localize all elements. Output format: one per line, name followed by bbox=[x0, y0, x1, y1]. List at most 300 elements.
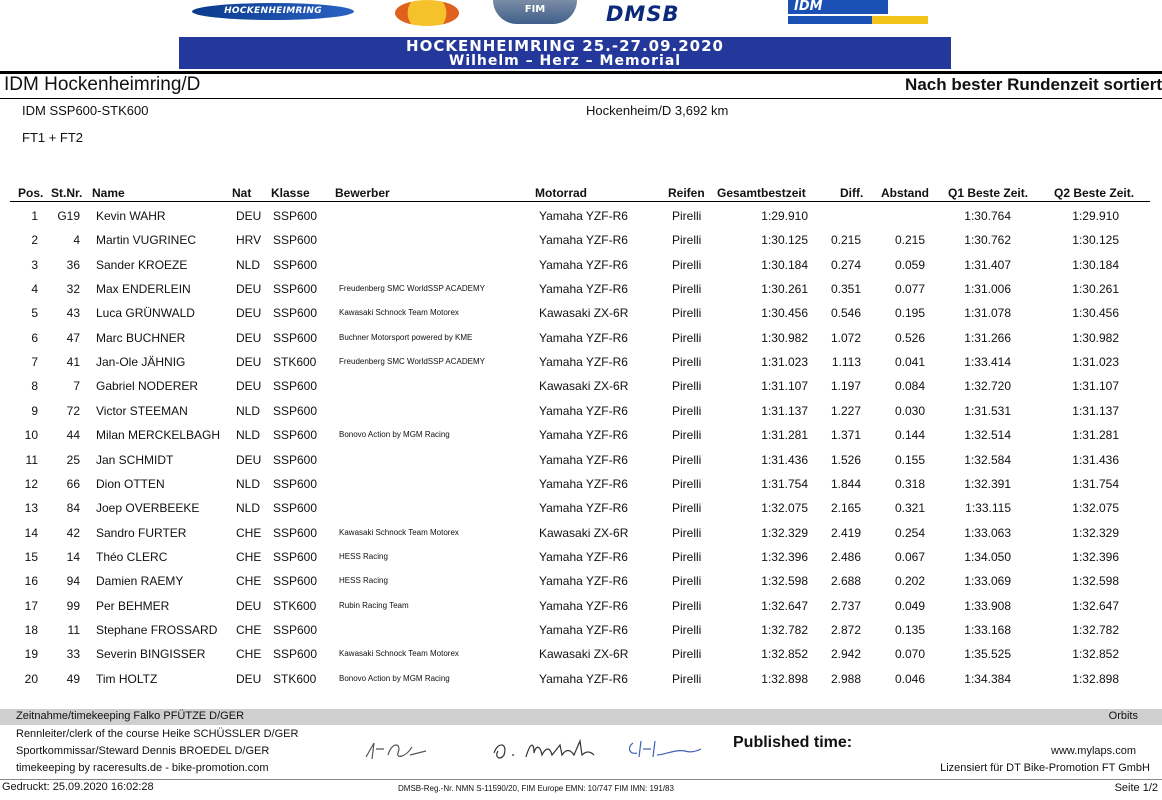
idm-logo-text: IDM bbox=[788, 0, 888, 14]
table-row bbox=[0, 374, 1162, 398]
cell-diff: 1.072 bbox=[830, 330, 861, 345]
cell-pos: 5 bbox=[31, 306, 38, 321]
cell-nat: CHE bbox=[236, 525, 262, 540]
cell-gap: 0.084 bbox=[894, 379, 925, 394]
cell-q2: 1:30.982 bbox=[1072, 330, 1119, 345]
cell-motorrad: Yamaha YZF-R6 bbox=[539, 257, 628, 272]
cell-gap: 0.135 bbox=[894, 622, 925, 637]
cell-q2: 1:31.107 bbox=[1072, 379, 1119, 394]
col-motorrad: Motorrad bbox=[535, 186, 587, 200]
cell-motorrad: Yamaha YZF-R6 bbox=[539, 622, 628, 637]
cell-diff: 2.872 bbox=[830, 622, 861, 637]
cell-klasse: SSP600 bbox=[273, 574, 318, 589]
cell-reifen: Pirelli bbox=[672, 282, 702, 297]
cell-klasse: SSP600 bbox=[273, 476, 318, 491]
cell-name: Max ENDERLEIN bbox=[96, 282, 191, 297]
cell-motorrad: Yamaha YZF-R6 bbox=[539, 671, 628, 686]
cell-q1: 1:34.384 bbox=[964, 671, 1011, 686]
table-row bbox=[0, 228, 1162, 252]
cell-diff: 1.227 bbox=[830, 403, 861, 418]
cell-pos: 14 bbox=[24, 525, 38, 540]
cell-q2: 1:32.898 bbox=[1072, 671, 1119, 686]
cell-bewerber: HESS Racing bbox=[339, 551, 388, 561]
cell-best: 1:30.982 bbox=[761, 330, 808, 345]
cell-best: 1:32.782 bbox=[761, 622, 808, 637]
cell-q1: 1:33.069 bbox=[964, 574, 1011, 589]
cell-nat: CHE bbox=[236, 622, 262, 637]
cell-gap: 0.195 bbox=[894, 306, 925, 321]
class-name: IDM SSP600-STK600 bbox=[22, 103, 149, 118]
cell-bewerber: Freudenberg SMC WorldSSP ACADEMY bbox=[339, 357, 485, 367]
col-abstand: Abstand bbox=[881, 186, 929, 200]
cell-gap: 0.030 bbox=[894, 403, 925, 418]
cell-q2: 1:31.023 bbox=[1072, 355, 1119, 370]
cell-name: Victor STEEMAN bbox=[96, 403, 188, 418]
cell-q2: 1:31.436 bbox=[1072, 452, 1119, 467]
session-name: FT1 + FT2 bbox=[22, 130, 84, 145]
cell-name: Sandro FURTER bbox=[96, 525, 187, 540]
cell-q1: 1:32.720 bbox=[964, 379, 1011, 394]
cell-klasse: SSP600 bbox=[273, 622, 318, 637]
cell-best: 1:30.456 bbox=[761, 306, 808, 321]
cell-q2: 1:32.329 bbox=[1072, 525, 1119, 540]
cell-gap: 0.215 bbox=[894, 233, 925, 248]
cell-pos: 13 bbox=[24, 501, 38, 516]
cell-nr: 11 bbox=[67, 622, 80, 637]
cell-reifen: Pirelli bbox=[672, 379, 702, 394]
cell-q1: 1:30.764 bbox=[964, 209, 1011, 223]
cell-best: 1:30.261 bbox=[761, 282, 808, 297]
cell-klasse: SSP600 bbox=[273, 233, 318, 248]
cell-name: Milan MERCKELBAGH bbox=[96, 428, 221, 443]
cell-reifen: Pirelli bbox=[672, 622, 702, 637]
cell-diff: 1.844 bbox=[830, 476, 861, 491]
cell-q1: 1:33.414 bbox=[964, 355, 1011, 370]
cell-gap: 0.321 bbox=[894, 501, 925, 516]
col-diff: Diff. bbox=[840, 186, 864, 200]
event-title: IDM Hockenheimring/D bbox=[4, 74, 201, 95]
cell-q1: 1:34.050 bbox=[964, 549, 1011, 564]
cell-pos: 8 bbox=[31, 379, 38, 394]
cell-name: Jan-Ole JÄHNIG bbox=[96, 355, 186, 370]
cell-nr: 32 bbox=[66, 282, 80, 297]
cell-gap: 0.202 bbox=[894, 574, 925, 589]
cell-q1: 1:31.078 bbox=[964, 306, 1011, 321]
cell-q1: 1:33.063 bbox=[964, 525, 1011, 540]
cell-q1: 1:33.168 bbox=[964, 622, 1011, 637]
cell-pos: 19 bbox=[24, 647, 38, 662]
cell-q1: 1:32.584 bbox=[964, 452, 1011, 467]
cell-diff: 2.942 bbox=[830, 647, 861, 662]
cell-q1: 1:32.514 bbox=[964, 428, 1011, 443]
cell-nr: 44 bbox=[66, 428, 80, 443]
event-banner bbox=[179, 37, 951, 69]
cell-bewerber: Bonovo Action by MGM Racing bbox=[339, 673, 450, 683]
adac-logo bbox=[395, 0, 459, 26]
cell-klasse: SSP600 bbox=[273, 403, 318, 418]
cell-nr: 84 bbox=[66, 501, 80, 516]
cell-q1: 1:30.762 bbox=[964, 233, 1011, 248]
cell-nr: 66 bbox=[66, 476, 80, 491]
cell-nat: CHE bbox=[236, 647, 262, 662]
cell-nr: 41 bbox=[66, 355, 80, 370]
cell-bewerber: Rubin Racing Team bbox=[339, 600, 409, 610]
cell-diff: 1.197 bbox=[830, 379, 861, 394]
cell-nr: 99 bbox=[66, 598, 80, 613]
cell-nr: 42 bbox=[66, 525, 80, 540]
cell-diff: 2.165 bbox=[830, 501, 861, 516]
cell-motorrad: Yamaha YZF-R6 bbox=[539, 428, 628, 443]
table-row bbox=[0, 618, 1162, 642]
cell-diff: 2.688 bbox=[830, 574, 861, 589]
cell-name: Dion OTTEN bbox=[96, 476, 165, 491]
cell-motorrad: Yamaha YZF-R6 bbox=[539, 330, 628, 345]
table-row bbox=[0, 521, 1162, 545]
table-row bbox=[0, 253, 1162, 277]
cell-q2: 1:31.137 bbox=[1072, 403, 1119, 418]
table-row bbox=[0, 545, 1162, 569]
cell-nat: DEU bbox=[236, 671, 262, 686]
cell-motorrad: Kawasaki ZX-6R bbox=[539, 306, 629, 321]
cell-diff: 1.371 bbox=[830, 428, 861, 443]
cell-q1: 1:31.266 bbox=[964, 330, 1011, 345]
signature-2-icon bbox=[490, 735, 600, 765]
cell-q2: 1:30.184 bbox=[1072, 257, 1119, 272]
cell-best: 1:31.281 bbox=[761, 428, 808, 443]
cell-gap: 0.070 bbox=[894, 647, 925, 662]
cell-best: 1:29.910 bbox=[761, 209, 808, 223]
cell-name: Joep OVERBEEKE bbox=[96, 501, 200, 516]
footer-bar bbox=[0, 709, 1162, 725]
cell-pos: 9 bbox=[31, 403, 38, 418]
cell-nat: DEU bbox=[236, 282, 262, 297]
cell-bewerber: Kawasaki Schnock Team Motorex bbox=[339, 649, 459, 659]
cell-reifen: Pirelli bbox=[672, 209, 702, 223]
cell-best: 1:30.125 bbox=[761, 233, 808, 248]
cell-gap: 0.067 bbox=[894, 549, 925, 564]
cell-best: 1:32.898 bbox=[761, 671, 808, 686]
table-row bbox=[0, 350, 1162, 374]
dmsb-logo: DMSB bbox=[606, 2, 680, 26]
cell-name: Severin BINGISSER bbox=[96, 647, 206, 662]
cell-bewerber: Kawasaki Schnock Team Motorex bbox=[339, 308, 459, 318]
cell-nat: DEU bbox=[236, 452, 262, 467]
cell-best: 1:32.075 bbox=[761, 501, 808, 516]
cell-nat: NLD bbox=[236, 257, 261, 272]
cell-best: 1:32.852 bbox=[761, 647, 808, 662]
sponsor-logos bbox=[0, 0, 1162, 30]
table-row bbox=[0, 301, 1162, 325]
cell-best: 1:32.329 bbox=[761, 525, 808, 540]
cell-q1: 1:35.525 bbox=[964, 647, 1011, 662]
col-gesamtbestzeit: Gesamtbestzeit bbox=[717, 186, 806, 200]
cell-best: 1:31.137 bbox=[761, 403, 808, 418]
banner-line-1: HOCKENHEIMRING 25.-27.09.2020 bbox=[406, 37, 724, 55]
cell-motorrad: Yamaha YZF-R6 bbox=[539, 403, 628, 418]
cell-diff: 1.113 bbox=[831, 355, 861, 370]
cell-q2: 1:30.261 bbox=[1072, 282, 1119, 297]
cell-klasse: SSP600 bbox=[273, 282, 318, 297]
cell-nat: DEU bbox=[236, 306, 262, 321]
cell-name: Gabriel NODERER bbox=[96, 379, 199, 394]
cell-diff: 1.526 bbox=[830, 452, 861, 467]
cell-nat: HRV bbox=[236, 233, 262, 248]
cell-name: Damien RAEMY bbox=[96, 574, 184, 589]
header-rule bbox=[10, 201, 1150, 202]
cell-nr: G19 bbox=[57, 209, 80, 223]
cell-reifen: Pirelli bbox=[672, 403, 702, 418]
table-row bbox=[0, 642, 1162, 666]
cell-best: 1:32.598 bbox=[761, 574, 808, 589]
registration-number: DMSB-Reg.-Nr. NMN S-11590/20, FIM Europe EMN: 10/747 FIM IMN: 191/83 bbox=[398, 784, 674, 793]
cell-klasse: SSP600 bbox=[273, 330, 318, 345]
cell-bewerber: Freudenberg SMC WorldSSP ACADEMY bbox=[339, 284, 485, 294]
cell-pos: 20 bbox=[24, 671, 38, 686]
table-row bbox=[0, 472, 1162, 496]
cell-motorrad: Yamaha YZF-R6 bbox=[539, 209, 628, 223]
cell-q1: 1:33.908 bbox=[964, 598, 1011, 613]
cell-pos: 16 bbox=[24, 574, 38, 589]
cell-name: Stephane FROSSARD bbox=[96, 622, 218, 637]
cell-best: 1:32.647 bbox=[761, 598, 808, 613]
cell-best: 1:31.754 bbox=[761, 476, 808, 491]
cell-diff: 0.351 bbox=[830, 282, 861, 297]
published-time-label: Published time: bbox=[733, 734, 853, 751]
cell-gap: 0.059 bbox=[894, 257, 925, 272]
cell-klasse: SSP600 bbox=[273, 209, 318, 223]
cell-pos: 10 bbox=[24, 428, 38, 443]
cell-pos: 12 bbox=[24, 476, 38, 491]
cell-nat: NLD bbox=[236, 501, 261, 516]
footer-orbits: Orbits bbox=[1108, 710, 1138, 722]
cell-name: Marc BUCHNER bbox=[96, 330, 186, 345]
table-row bbox=[0, 326, 1162, 350]
hockenheimring-logo: HOCKENHEIMRING bbox=[192, 3, 354, 20]
table-row bbox=[0, 496, 1162, 520]
cell-gap: 0.041 bbox=[894, 355, 925, 370]
cell-klasse: SSP600 bbox=[273, 525, 318, 540]
cell-name: Théo CLERC bbox=[96, 549, 168, 564]
cell-motorrad: Yamaha YZF-R6 bbox=[539, 501, 628, 516]
cell-klasse: SSP600 bbox=[273, 257, 318, 272]
cell-klasse: STK600 bbox=[273, 355, 317, 370]
table-row bbox=[0, 569, 1162, 593]
title-underline bbox=[0, 98, 1162, 99]
cell-nat: CHE bbox=[236, 549, 262, 564]
cell-klasse: SSP600 bbox=[273, 647, 318, 662]
cell-q2: 1:32.075 bbox=[1072, 501, 1119, 516]
cell-q2: 1:30.456 bbox=[1072, 306, 1119, 321]
cell-nat: NLD bbox=[236, 428, 261, 443]
cell-q2: 1:29.910 bbox=[1072, 209, 1119, 223]
cell-reifen: Pirelli bbox=[672, 671, 702, 686]
cell-name: Luca GRÜNWALD bbox=[96, 306, 195, 321]
footer-clerk: Rennleiter/clerk of the course Heike SCHÜSSLER D/GER bbox=[16, 728, 299, 740]
cell-klasse: SSP600 bbox=[273, 501, 318, 516]
cell-pos: 11 bbox=[25, 452, 38, 467]
cell-reifen: Pirelli bbox=[672, 355, 702, 370]
cell-bewerber: Bonovo Action by MGM Racing bbox=[339, 430, 450, 440]
cell-nat: DEU bbox=[236, 355, 262, 370]
cell-nat: DEU bbox=[236, 330, 262, 345]
col-name: Name bbox=[92, 186, 125, 200]
cell-q2: 1:30.125 bbox=[1072, 233, 1119, 248]
cell-best: 1:30.184 bbox=[761, 257, 808, 272]
table-row bbox=[0, 204, 1162, 228]
cell-gap: 0.144 bbox=[894, 428, 925, 443]
col-nat: Nat bbox=[232, 186, 252, 200]
cell-best: 1:31.023 bbox=[761, 355, 808, 370]
cell-pos: 3 bbox=[31, 257, 38, 272]
cell-reifen: Pirelli bbox=[672, 549, 702, 564]
table-row bbox=[0, 399, 1162, 423]
cell-name: Kevin WAHR bbox=[96, 209, 166, 223]
cell-reifen: Pirelli bbox=[672, 574, 702, 589]
cell-nat: NLD bbox=[236, 476, 261, 491]
cell-motorrad: Yamaha YZF-R6 bbox=[539, 598, 628, 613]
sort-title: Nach bester Rundenzeit sortiert bbox=[905, 75, 1162, 94]
track-name: Hockenheim/D 3,692 km bbox=[586, 103, 729, 118]
cell-nr: 72 bbox=[66, 403, 80, 418]
cell-nr: 36 bbox=[66, 257, 80, 272]
table-row bbox=[0, 423, 1162, 447]
cell-diff: 0.274 bbox=[830, 257, 861, 272]
cell-pos: 2 bbox=[31, 233, 38, 248]
table-row bbox=[0, 448, 1162, 472]
cell-q1: 1:31.531 bbox=[964, 403, 1011, 418]
cell-motorrad: Yamaha YZF-R6 bbox=[539, 282, 628, 297]
cell-name: Tim HOLTZ bbox=[96, 671, 158, 686]
cell-klasse: SSP600 bbox=[273, 428, 318, 443]
mylaps-link: www.mylaps.com bbox=[1051, 745, 1136, 757]
cell-nat: DEU bbox=[236, 209, 262, 223]
cell-gap: 0.049 bbox=[894, 598, 925, 613]
cell-nr: 43 bbox=[66, 306, 80, 321]
cell-name: Sander KROEZE bbox=[96, 257, 188, 272]
cell-nat: DEU bbox=[236, 379, 262, 394]
cell-name: Jan SCHMIDT bbox=[96, 452, 174, 467]
cell-nat: CHE bbox=[236, 574, 262, 589]
cell-gap: 0.155 bbox=[894, 452, 925, 467]
cell-best: 1:31.436 bbox=[761, 452, 808, 467]
cell-motorrad: Kawasaki ZX-6R bbox=[539, 379, 629, 394]
cell-reifen: Pirelli bbox=[672, 428, 702, 443]
cell-reifen: Pirelli bbox=[672, 525, 702, 540]
cell-reifen: Pirelli bbox=[672, 257, 702, 272]
cell-q2: 1:31.281 bbox=[1072, 428, 1119, 443]
idm-logo-bar bbox=[788, 16, 928, 24]
bottom-rule bbox=[0, 779, 1162, 780]
cell-q2: 1:32.396 bbox=[1072, 549, 1119, 564]
cell-q2: 1:32.647 bbox=[1072, 598, 1119, 613]
table-row bbox=[0, 667, 1162, 691]
cell-motorrad: Yamaha YZF-R6 bbox=[539, 574, 628, 589]
cell-nr: 94 bbox=[66, 574, 80, 589]
cell-name: Per BEHMER bbox=[96, 598, 170, 613]
page-number: Seite 1/2 bbox=[1114, 782, 1158, 794]
cell-motorrad: Kawasaki ZX-6R bbox=[539, 647, 629, 662]
cell-reifen: Pirelli bbox=[672, 306, 702, 321]
cell-reifen: Pirelli bbox=[672, 233, 702, 248]
cell-reifen: Pirelli bbox=[672, 501, 702, 516]
cell-best: 1:31.107 bbox=[761, 379, 808, 394]
cell-q2: 1:31.754 bbox=[1072, 476, 1119, 491]
cell-bewerber: Kawasaki Schnock Team Motorex bbox=[339, 527, 459, 537]
cell-diff: 2.486 bbox=[830, 549, 861, 564]
printed-timestamp: Gedruckt: 25.09.2020 16:02:28 bbox=[2, 781, 154, 793]
cell-klasse: SSP600 bbox=[273, 549, 318, 564]
table-row bbox=[0, 594, 1162, 618]
cell-nr: 25 bbox=[66, 452, 80, 467]
cell-klasse: STK600 bbox=[273, 598, 317, 613]
cell-gap: 0.254 bbox=[894, 525, 925, 540]
cell-pos: 6 bbox=[31, 330, 38, 345]
cell-nr: 33 bbox=[66, 647, 80, 662]
cell-reifen: Pirelli bbox=[672, 598, 702, 613]
cell-reifen: Pirelli bbox=[672, 476, 702, 491]
cell-pos: 4 bbox=[31, 282, 38, 297]
cell-diff: 0.215 bbox=[830, 233, 861, 248]
cell-pos: 7 bbox=[31, 355, 38, 370]
cell-diff: 0.546 bbox=[830, 306, 861, 321]
cell-klasse: SSP600 bbox=[273, 306, 318, 321]
cell-pos: 18 bbox=[24, 622, 38, 637]
cell-nr: 49 bbox=[66, 671, 80, 686]
cell-klasse: STK600 bbox=[273, 671, 317, 686]
signature-1-icon bbox=[362, 735, 432, 765]
cell-nat: DEU bbox=[236, 598, 262, 613]
footer-steward: Sportkommissar/Steward Dennis BROEDEL D/GER bbox=[16, 745, 270, 757]
cell-motorrad: Yamaha YZF-R6 bbox=[539, 355, 628, 370]
cell-q1: 1:33.115 bbox=[965, 501, 1011, 516]
cell-diff: 2.419 bbox=[830, 525, 861, 540]
cell-motorrad: Kawasaki ZX-6R bbox=[539, 525, 629, 540]
col-q1: Q1 Beste Zeit. bbox=[948, 186, 1029, 200]
cell-best: 1:32.396 bbox=[761, 549, 808, 564]
cell-q1: 1:31.407 bbox=[964, 257, 1011, 272]
cell-gap: 0.046 bbox=[894, 671, 925, 686]
cell-motorrad: Yamaha YZF-R6 bbox=[539, 476, 628, 491]
cell-reifen: Pirelli bbox=[672, 330, 702, 345]
cell-pos: 1 bbox=[31, 209, 38, 223]
cell-q1: 1:32.391 bbox=[964, 476, 1011, 491]
cell-q1: 1:31.006 bbox=[964, 282, 1011, 297]
cell-nr: 4 bbox=[73, 233, 80, 248]
col-bewerber: Bewerber bbox=[335, 186, 390, 200]
cell-pos: 15 bbox=[24, 549, 38, 564]
license-text: Lizensiert für DT Bike-Promotion FT GmbH bbox=[940, 762, 1150, 774]
cell-q2: 1:32.782 bbox=[1072, 622, 1119, 637]
cell-reifen: Pirelli bbox=[672, 647, 702, 662]
cell-motorrad: Yamaha YZF-R6 bbox=[539, 452, 628, 467]
cell-motorrad: Yamaha YZF-R6 bbox=[539, 233, 628, 248]
cell-motorrad: Yamaha YZF-R6 bbox=[539, 549, 628, 564]
signature-3-icon bbox=[625, 735, 705, 765]
col-stnr: St.Nr. bbox=[51, 186, 83, 200]
idm-logo bbox=[788, 0, 928, 24]
cell-pos: 17 bbox=[24, 598, 38, 613]
cell-gap: 0.077 bbox=[894, 282, 925, 297]
cell-bewerber: HESS Racing bbox=[339, 576, 388, 586]
cell-gap: 0.526 bbox=[894, 330, 925, 345]
banner-line-2: Wilhelm – Herz – Memorial bbox=[448, 53, 682, 69]
cell-diff: 2.737 bbox=[830, 598, 861, 613]
col-pos: Pos. bbox=[18, 186, 44, 200]
cell-diff: 2.988 bbox=[830, 671, 861, 686]
col-klasse: Klasse bbox=[271, 186, 310, 200]
footer-timekeeping-link: timekeeping by raceresults.de - bike-promotion.com bbox=[16, 762, 269, 774]
cell-q2: 1:32.598 bbox=[1072, 574, 1119, 589]
